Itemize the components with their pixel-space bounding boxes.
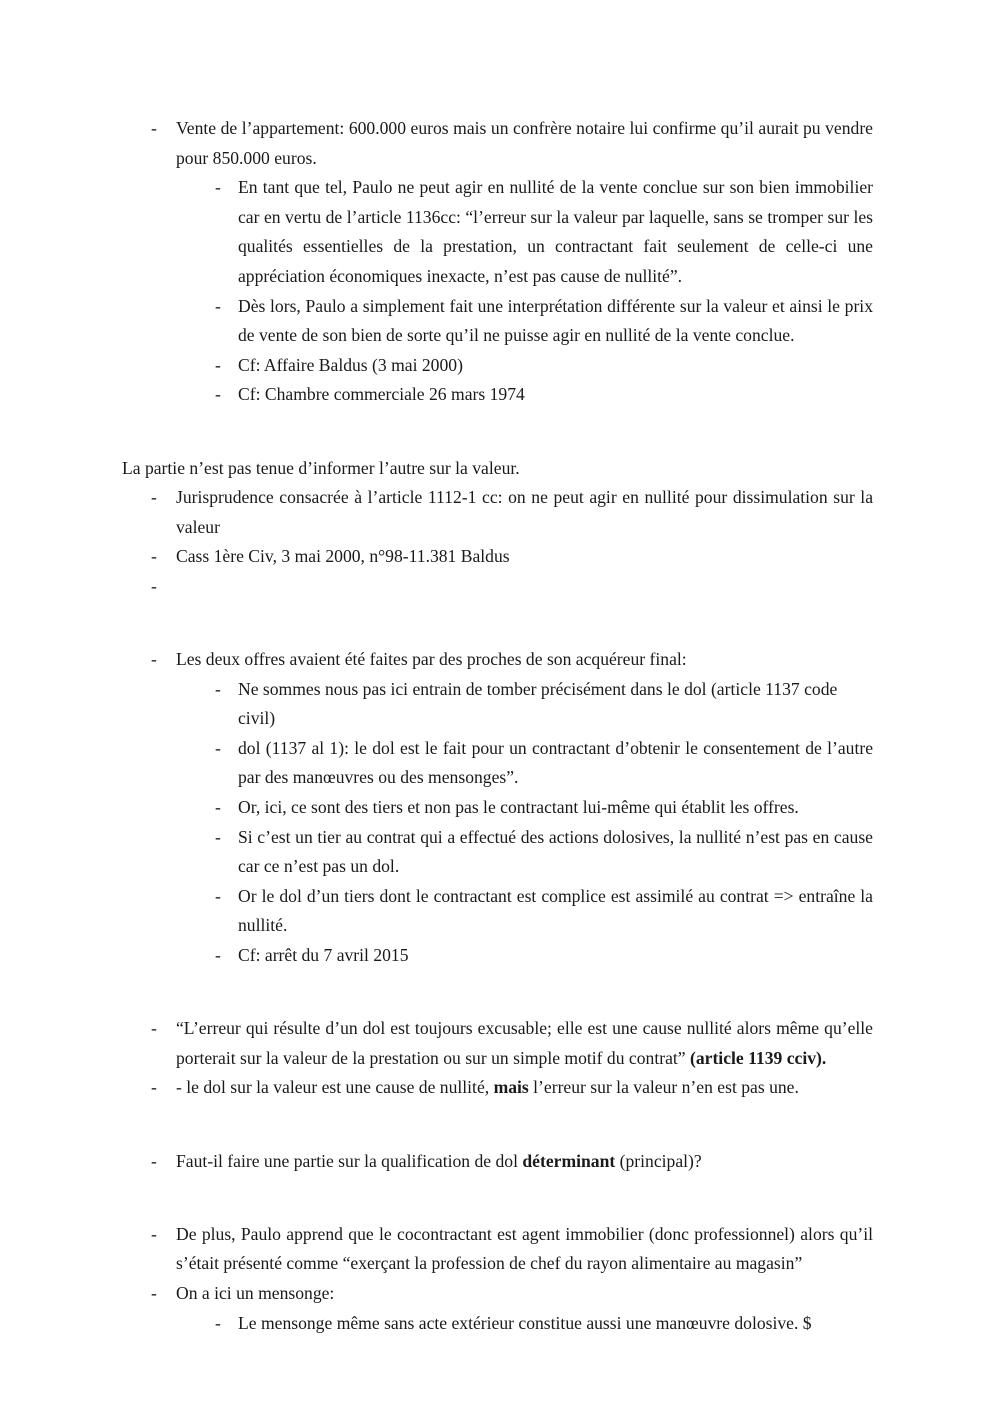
- list-item-text: [176, 1073, 873, 1103]
- bullet-marker: -: [151, 1018, 157, 1039]
- article-reference-bold: (article 1139 cciv).: [689, 1047, 827, 1068]
- bullet-marker: -: [151, 575, 157, 596]
- list-item-text: Cf: Affaire Baldus (3 mai 2000): [238, 354, 463, 375]
- list-item: [122, 483, 873, 542]
- lead-text: Faut-il faire une partie sur la qualification de dol: [176, 1150, 523, 1171]
- list-item-text: Ne sommes nous pas ici entrain de tomber précisément dans le dol (article 1137 code civil): [238, 678, 838, 729]
- list-item: [122, 941, 873, 971]
- tail-text: (principal)?: [615, 1150, 702, 1171]
- list-item-text: On a ici un mensonge:: [176, 1282, 335, 1303]
- bullet-marker: -: [215, 177, 221, 198]
- list-item: [122, 1279, 873, 1309]
- list-item-text: [176, 1147, 873, 1177]
- bullet-marker: -: [151, 487, 157, 508]
- emphasis-bold: déterminant: [522, 1150, 616, 1171]
- tail-text: l’erreur sur la valeur n’en est pas une.: [528, 1077, 799, 1098]
- list-item-empty: [122, 572, 873, 602]
- spacer: [122, 1000, 873, 1014]
- bullet-marker: -: [151, 1282, 157, 1303]
- list-item: [122, 1309, 873, 1339]
- list-item: [122, 542, 873, 572]
- spacer: [122, 1176, 873, 1206]
- spacer: [122, 1133, 873, 1147]
- bullet-marker: -: [215, 797, 221, 818]
- list-item-text: Vente de l’appartement: 600.000 euros mais un confrère notaire lui confirme qu’il aurait pu vendre pour 850.000 euros.: [176, 118, 873, 168]
- list-item: [122, 675, 873, 734]
- bullet-marker: -: [215, 678, 221, 699]
- list-item-text: Dès lors, Paulo a simplement fait une interprétation différente sur la valeur et ainsi le prix de vente de son bien de sorte qu’il ne puisse agir en nullité de la vente conclue.: [238, 295, 873, 346]
- paragraph: La partie n’est pas tenue d’informer l’autre sur la valeur.: [122, 457, 520, 478]
- bullet-marker: -: [215, 295, 221, 316]
- list-item-text: Or le dol d’un tiers dont le contractant est complice est assimilé au contrat => entraîne la nullité.: [238, 885, 873, 936]
- spacer: [122, 410, 873, 440]
- list-item-text: Le mensonge même sans acte extérieur constitue aussi une manœuvre dolosive. $: [238, 1312, 812, 1333]
- bullet-marker: -: [215, 945, 221, 966]
- bullet-marker: -: [151, 118, 157, 138]
- bullet-marker: -: [151, 649, 157, 670]
- list-item: [122, 351, 873, 381]
- bullet-marker: -: [151, 1150, 157, 1171]
- list-item: [122, 1014, 873, 1073]
- spacer: [122, 971, 873, 1001]
- list-item: [122, 292, 873, 351]
- bullet-marker: -: [215, 737, 221, 758]
- list-item-text: Cf: arrêt du 7 avril 2015: [238, 945, 409, 966]
- list-item: [122, 645, 873, 675]
- bullet-marker: -: [151, 1077, 157, 1098]
- list-item: [122, 793, 873, 823]
- spacer: [122, 602, 873, 632]
- list-item: [122, 173, 873, 291]
- list-item-text: Si c’est un tier au contrat qui a effectué des actions dolosives, la nullité n’est pas en cause car ce n’est pas un dol.: [238, 826, 873, 877]
- list-item: [122, 882, 873, 941]
- list-item-text: Or, ici, ce sont des tiers et non pas le contractant lui-même qui établit les offres.: [238, 797, 799, 818]
- quote-text: “L’erreur qui résulte d’un dol est toujours excusable; elle est une cause nullité alors même qu’elle porterait sur la valeur de la prestation ou sur un simple motif du contrat”: [176, 1018, 873, 1068]
- list-item: [122, 823, 873, 882]
- bullet-marker: -: [215, 354, 221, 375]
- list-item: [122, 1147, 873, 1177]
- emphasis-bold: mais: [493, 1077, 529, 1098]
- list-item-text: dol (1137 al 1): le dol est le fait pour un contractant d’obtenir le consentement de l’autre par des manœuvres ou des mensonges”.: [238, 737, 873, 788]
- spacer: [122, 1103, 873, 1133]
- list-item-text: Cf: Chambre commerciale 26 mars 1974: [238, 384, 525, 405]
- list-item-text: Les deux offres avaient été faites par des proches de son acquéreur final:: [176, 649, 687, 670]
- list-item: [122, 1073, 873, 1103]
- list-item-text: En tant que tel, Paulo ne peut agir en nullité de la vente conclue sur son bien immobilier car en vertu de l’article 1136cc: “l’erreur sur la valeur par laquelle, sans se tromper sur les qualités essentielles de la prestation, un contractant fait seulement de celle-ci une appréciation économiques inexacte, n’est pas cause de nullité”.: [238, 177, 873, 286]
- bullet-marker: -: [151, 546, 157, 567]
- lead-text: - le dol sur la valeur est une cause de nullité,: [176, 1077, 494, 1098]
- spacer: [122, 440, 873, 454]
- list-item: [122, 380, 873, 410]
- list-item-text: Cass 1ère Civ, 3 mai 2000, n°98-11.381 Baldus: [176, 546, 510, 567]
- list-item-text: Jurisprudence consacrée à l’article 1112-1 cc: on ne peut agir en nullité pour dissimulation sur la valeur: [176, 487, 873, 537]
- list-item-text: De plus, Paulo apprend que le cocontractant est agent immobilier (donc professionnel) alors qu’il s’était présenté comme “exerçant la profession de chef du rayon alimentaire au magasin”: [176, 1223, 873, 1274]
- bullet-marker: -: [151, 1223, 157, 1244]
- spacer: [122, 631, 873, 645]
- bullet-marker: -: [215, 384, 221, 405]
- spacer: [122, 1206, 873, 1220]
- list-item: [122, 1220, 873, 1279]
- document-body: [122, 114, 873, 1338]
- list-item: [122, 734, 873, 793]
- list-item: [122, 114, 873, 173]
- bullet-marker: -: [215, 885, 221, 906]
- bullet-marker: -: [215, 1312, 221, 1333]
- bullet-marker: -: [215, 826, 221, 847]
- list-item-text: [176, 1014, 873, 1073]
